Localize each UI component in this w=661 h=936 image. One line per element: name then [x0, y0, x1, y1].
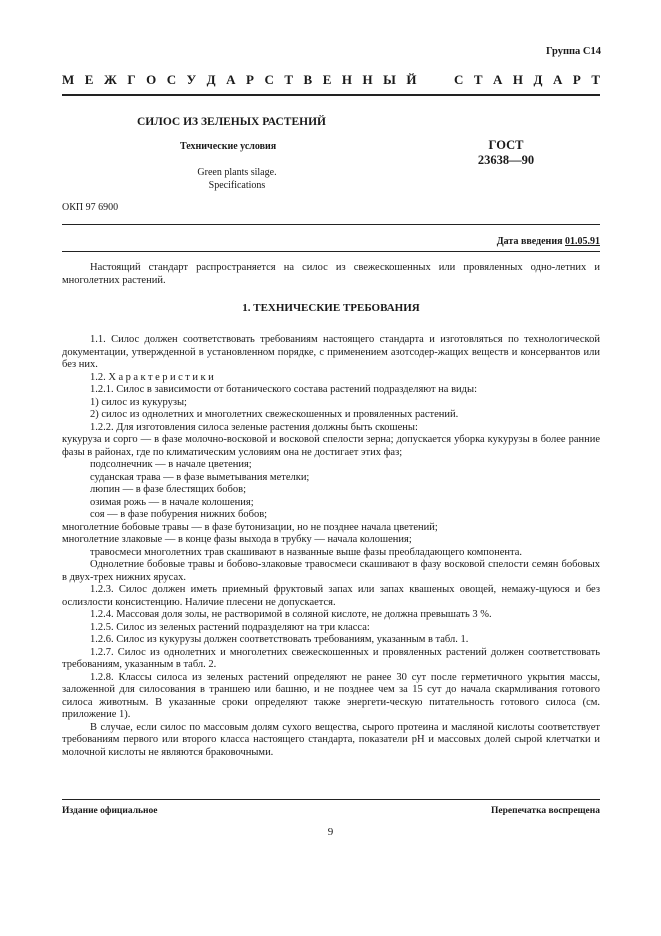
banner-letter: С — [166, 72, 177, 87]
clause-1-2-8: 1.2.8. Классы силоса из зеленых растений определяют не ранее 30 сут после герметичного укрытия массы, заложенной для силосования в траншею или башню, и не позднее чем за 15 сут до начала скармливания готового силоса животным. В указанные сроки определяют также энергети-ческую питательность готового силоса (см. приложение 1). — [62, 671, 600, 720]
gost-label: ГОСТ — [488, 138, 524, 152]
banner-letter: С — [264, 72, 274, 87]
banner-word-interstate — [62, 72, 417, 88]
reprint-prohibited-label: Перепечатка воспрещена — [490, 806, 600, 816]
clause-final: В случае, если силос по массовым долям сухого вещества, сырого протеина и масляной кислоты соответствует требованиям первого или второго класса настоящего стандарта, показатели рН и массовых долей сырой клетчатки и молочной кислоты не являются браковочными. — [62, 721, 600, 758]
clause-1-2-1: 1.2.1. Силос в зависимости от ботанического состава растений подразделяют на виды: — [90, 384, 477, 395]
banner-letter: Т — [591, 72, 600, 87]
english-title-line-1: Green plants silage. — [197, 167, 277, 178]
footer-rule — [62, 799, 600, 800]
list-item-grass-silage: 2) силос из однолетних и многолетних свежескошенных и провяленных растений. — [90, 409, 459, 420]
list-item-corn-silage: 1) силос из кукурузы; — [90, 396, 187, 408]
clause-1-2-5: 1.2.5. Силос из зеленых растений подразделяют на три класса: — [90, 621, 370, 633]
banner-letter: Й — [406, 72, 417, 87]
english-title-line-2: Specifications — [208, 180, 266, 191]
official-edition-label: Издание официальное — [62, 806, 158, 816]
clause-1-2-7: 1.2.7. Силос из однолетних и многолетних свежескошенных и провяленных растений должен соответствовать требованиям, указанным в табл. 2. — [62, 646, 600, 670]
banner-letter: Е — [84, 72, 94, 87]
banner-letter: Е — [322, 72, 332, 87]
intro-block — [62, 262, 600, 287]
title-block-rule — [62, 224, 600, 225]
introduction-date-label: Дата введения — [496, 236, 563, 247]
clause-1-2 — [62, 372, 600, 385]
banner-letter: В — [303, 72, 313, 87]
banner-letter: Д — [206, 72, 216, 87]
banner-letter: Т — [284, 72, 294, 87]
banner-letter: Т — [473, 72, 483, 87]
banner-letter: Н — [341, 72, 352, 87]
banner-letter: Ы — [383, 72, 396, 87]
banner-letter: Д — [533, 72, 543, 87]
clause-1-2-3: 1.2.3. Силос должен иметь приемный фруктовый запах или запах квашеных овощей, немажу-щуюся и без ослизлости консистенцию. Наличие плесени не допускается. — [62, 584, 600, 608]
banner-letter: М — [62, 72, 75, 87]
header-rule — [62, 94, 600, 96]
crop-rye: озимая рожь — в начале колошения; — [90, 496, 254, 508]
banner-letter: Н — [512, 72, 524, 87]
clause-1-2-4: 1.2.4. Массовая доля золы, не растворимой в соляной кислоте, не должна превышать 3 %. — [90, 609, 492, 620]
banner-letter: Р — [246, 72, 254, 87]
date-rule — [62, 251, 600, 252]
clause-1-2-heading: Характеристики — [108, 371, 217, 383]
banner-letter: Г — [127, 72, 136, 87]
banner-letter: А — [493, 72, 503, 87]
banner-letter: О — [146, 72, 157, 87]
document-title: СИЛОС ИЗ ЗЕЛЕНЫХ РАСТЕНИЙ — [137, 116, 326, 128]
section-body — [62, 334, 600, 759]
banner-letter: Н — [362, 72, 373, 87]
banner-letter: С — [453, 72, 464, 87]
section-title: 1. ТЕХНИЧЕСКИЕ ТРЕБОВАНИЯ — [242, 302, 420, 314]
banner-letter: Ж — [103, 72, 117, 87]
banner-letter: У — [186, 72, 197, 87]
banner-word-standard — [454, 72, 600, 88]
clause-1-1: 1.1. Силос должен соответствовать требованиям настоящего стандарта и изготовляться по технологической документации, утвержденной в установленном порядке, с применением азотсодер-жащих веществ и консервантов или без них. — [62, 334, 600, 370]
group-label: Группа С14 — [545, 46, 601, 57]
page-number: 9 — [327, 826, 334, 838]
crop-perennial-cereals: многолетние злаковые — в конце фазы выхода в трубку — начала колошения; — [62, 534, 412, 545]
crop-sunflower: подсолнечник — в начале цветения; — [90, 459, 252, 470]
gost-code — [465, 138, 547, 168]
crop-soy: соя — в фазе побурения нижних бобов; — [90, 509, 268, 520]
clause-1-2-number: 1.2. — [90, 371, 106, 383]
banner-letter: А — [552, 72, 563, 87]
interstate-standard-banner — [62, 72, 600, 88]
crop-perennial-legumes: многолетние бобовые травы — в фазе бутонизации, но не позднее начала цветений; — [62, 521, 438, 533]
intro-paragraph: Настоящий стандарт распространяется на силос из свежескошенных или провяленных одно-летних и многолетних растений. — [62, 262, 600, 286]
banner-letter: Р — [572, 72, 581, 87]
crop-lupin: люпин — в фазе блестящих бобов; — [90, 484, 246, 495]
banner-letter: А — [226, 72, 236, 87]
clause-1-2-2: 1.2.2. Для изготовления силоса зеленые растения должны быть скошены: — [90, 421, 418, 433]
okp-code: ОКП 97 6900 — [62, 202, 119, 213]
introduction-date — [497, 236, 600, 247]
introduction-date-value: 01.05.91 — [565, 236, 600, 247]
crop-sudan-grass: суданская трава — в фазе выметывания метелки; — [90, 471, 310, 483]
document-subtitle: Технические условия — [180, 141, 277, 152]
crop-corn: кукуруза и сорго — в фазе молочно-восковой и восковой спелости зерна; допускается уборка кукурузы в более ранние фазы в районах, где по климатическим условиям она не достигает этих фаз; — [62, 434, 600, 458]
clause-1-2-6: 1.2.6. Силос из кукурузы должен соответствовать требованиям, указанным в табл. 1. — [90, 634, 469, 645]
english-title — [185, 166, 289, 192]
crop-mixtures: травосмеси многолетних трав скашивают в названные выше фазы преобладающего компонента. — [90, 546, 523, 558]
gost-number: 23638—90 — [477, 153, 535, 167]
crop-annual-legumes: Однолетние бобовые травы и бобово-злаковые травосмеси скашивают в фазу восковой спелости семян бобовых в двух-трех нижних ярусах. — [62, 559, 600, 583]
